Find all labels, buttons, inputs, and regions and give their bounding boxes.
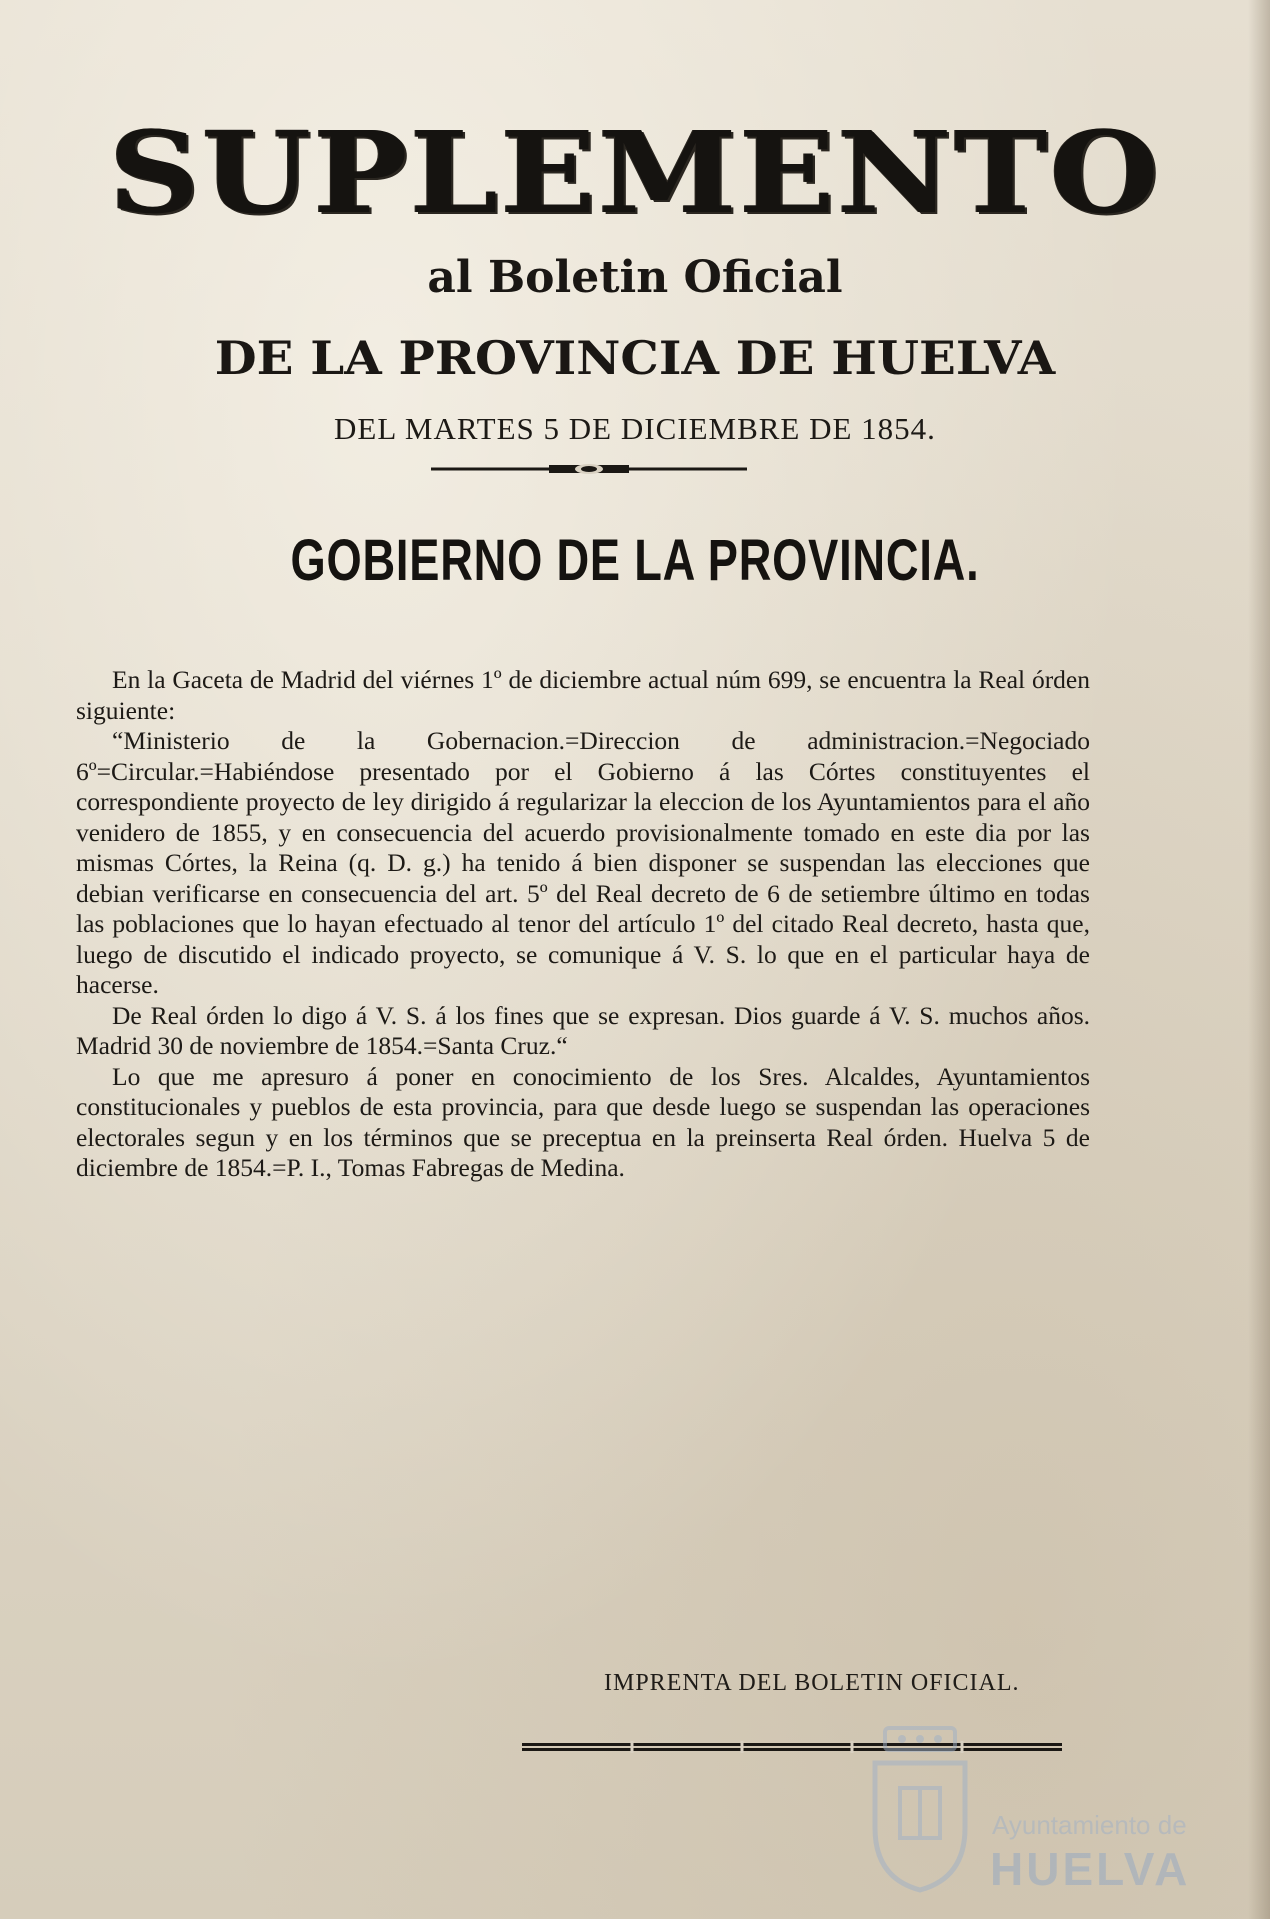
masthead-title: SUPLEMENTO — [108, 108, 1162, 239]
ayuntamiento-watermark — [840, 1718, 1200, 1898]
masthead-province: DE LA PROVINCIA DE HUELVA — [214, 331, 1056, 385]
section-heading: GOBIERNO DE LA PROVINCIA. — [290, 528, 980, 593]
paragraph-royal-order: “Ministerio de la Gobernacion.=Direccion de administracion.=Negociado 6º=Circular.=Habiéndose presentado por el Gobierno á las Córtes constituyentes el correspondiente proyecto de ley dirigido á regularizar la eleccion de los Ayuntamientos para el año venidero de 1855, y en consecuencia del acuerdo provisionalmente tomado en este dia por las mismas Córtes, la Reina (q. D. g.) ha tenido á bien disponer se suspendan las elecciones que debian verificarse en consecuencia del art. 5º del Real decreto de 6 de setiembre último en todas las poblaciones que lo hayan efectuado al tenor del artículo 1º del citado Real decreto, hasta que, luego de discutido el indicado proyecto, se comunique á V. S. lo que en el particular haya de hacerse. — [76, 726, 1090, 999]
body-text — [76, 665, 1090, 1184]
paragraph-closing: De Real órden lo digo á V. S. á los fines que se expresan. Dios guarde á V. S. muchos años. Madrid 30 de noviembre de 1854.=Santa Cruz.“ — [76, 1000, 1090, 1060]
watermark-line-1: Ayuntamiento de — [992, 1810, 1187, 1840]
coat-of-arms-icon — [860, 1718, 980, 1893]
paragraph-governor: Lo que me apresuro á poner en conocimiento de los Sres. Alcaldes, Ayuntamientos constitucionales y pueblos de esta provincia, para que desde luego se suspendan las operaciones electorales segun y en los términos que se preceptua en la preinserta Real órden. Huelva 5 de diciembre de 1854.=P. I., Tomas Fabregas de Medina. — [76, 1061, 1090, 1182]
printer-imprint: IMPRENTA DEL BOLETIN OFICIAL. — [604, 1670, 1020, 1696]
masthead-date: DEL MARTES 5 DE DICIEMBRE DE 1854. — [334, 411, 936, 446]
paragraph-intro: En la Gaceta de Madrid del viérnes 1º de diciembre actual núm 699, se encuentra la Real órden siguiente: — [76, 665, 1090, 725]
masthead-subtitle: al Boletin Oficial — [427, 252, 843, 303]
ornamental-rule — [431, 462, 747, 476]
watermark-line-2: HUELVA — [990, 1843, 1191, 1895]
